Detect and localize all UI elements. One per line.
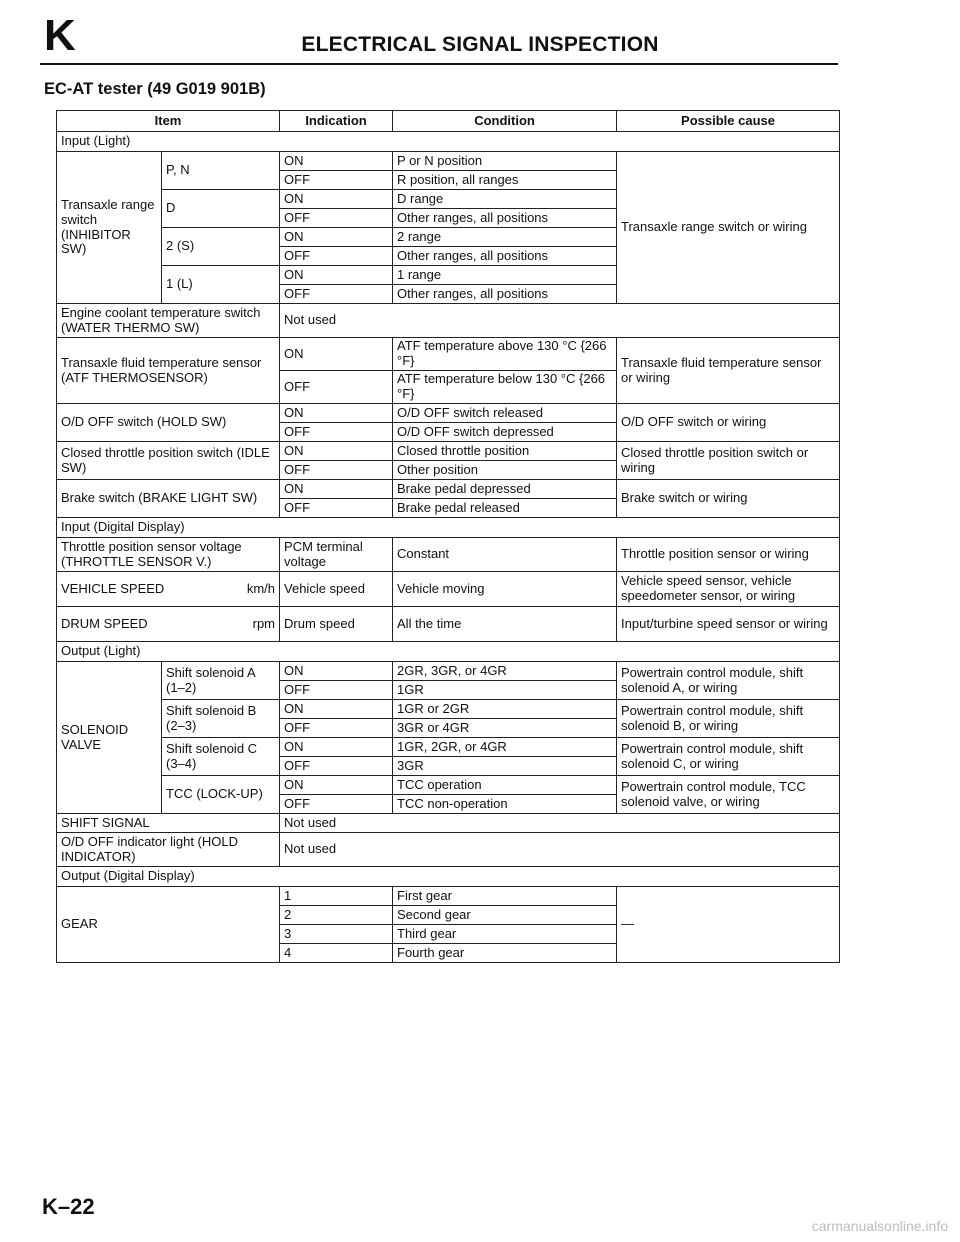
subitem-shift-solenoid-b: Shift solenoid B (2–3) — [162, 700, 280, 738]
indication-cell: 3 — [280, 925, 393, 944]
section-output-digital: Output (Digital Display) — [57, 867, 840, 887]
signal-inspection-table — [56, 110, 840, 963]
condition-cell: Third gear — [393, 925, 617, 944]
condition-cell: Other ranges, all positions — [393, 209, 617, 228]
condition-cell: First gear — [393, 887, 617, 906]
title-rule — [40, 63, 838, 65]
item-label: VEHICLE SPEED — [61, 580, 165, 596]
watermark: carmanualsonline.info — [811, 1218, 948, 1234]
indication-cell: ON — [280, 338, 393, 371]
condition-cell: Constant — [393, 538, 617, 572]
cause-shift-solenoid-b: Powertrain control module, shift solenoid B, or wiring — [617, 700, 840, 738]
table-row — [57, 814, 840, 833]
condition-cell: 2GR, 3GR, or 4GR — [393, 662, 617, 681]
indication-cell: ON — [280, 700, 393, 719]
indication-cell: ON — [280, 776, 393, 795]
indication-cell: OFF — [280, 461, 393, 480]
page-title: ELECTRICAL SIGNAL INSPECTION — [301, 33, 659, 56]
item-unit: rpm — [252, 615, 276, 631]
indication-cell: Drum speed — [280, 607, 393, 642]
section-row — [57, 867, 840, 887]
section-letter: K — [44, 11, 76, 60]
indication-not-used: Not used — [280, 833, 840, 867]
indication-cell: Vehicle speed — [280, 572, 393, 607]
indication-cell: OFF — [280, 285, 393, 304]
indication-cell: ON — [280, 662, 393, 681]
table-row — [57, 700, 840, 719]
section-row — [57, 518, 840, 538]
condition-cell: TCC operation — [393, 776, 617, 795]
subitem-2s: 2 (S) — [162, 228, 280, 266]
condition-cell: Fourth gear — [393, 944, 617, 963]
table-row — [57, 833, 840, 867]
indication-cell: ON — [280, 442, 393, 461]
item-coolant-switch: Engine coolant temperature switch (WATER THERMO SW) — [57, 304, 280, 338]
subitem-1l: 1 (L) — [162, 266, 280, 304]
table-row — [57, 338, 840, 371]
condition-cell: TCC non-operation — [393, 795, 617, 814]
indication-cell: OFF — [280, 371, 393, 404]
condition-cell: All the time — [393, 607, 617, 642]
column-header-cause: Possible cause — [617, 111, 840, 132]
table-row — [57, 662, 840, 681]
cause-idle-switch: Closed throttle position switch or wiring — [617, 442, 840, 480]
condition-cell: 1GR — [393, 681, 617, 700]
indication-cell: 4 — [280, 944, 393, 963]
cause-od-off-switch: O/D OFF switch or wiring — [617, 404, 840, 442]
column-header-item: Item — [57, 111, 280, 132]
indication-cell: PCM terminal voltage — [280, 538, 393, 572]
indication-cell: ON — [280, 190, 393, 209]
condition-cell: ATF temperature below 130 °C {266 °F} — [393, 371, 617, 404]
condition-cell: 1GR or 2GR — [393, 700, 617, 719]
indication-not-used: Not used — [280, 814, 840, 833]
indication-cell: OFF — [280, 757, 393, 776]
cause-cell: Input/turbine speed sensor or wiring — [617, 607, 840, 642]
indication-cell: ON — [280, 152, 393, 171]
table-row — [57, 404, 840, 423]
column-header-condition: Condition — [393, 111, 617, 132]
indication-cell: OFF — [280, 719, 393, 738]
cause-tcc: Powertrain control module, TCC solenoid valve, or wiring — [617, 776, 840, 814]
condition-cell: Closed throttle position — [393, 442, 617, 461]
table-row — [57, 538, 840, 572]
item-range-switch: Transaxle range switch (INHIBITOR SW) — [57, 152, 162, 304]
indication-not-used: Not used — [280, 304, 840, 338]
table-row — [57, 304, 840, 338]
section-output-light: Output (Light) — [57, 642, 840, 662]
subitem-d: D — [162, 190, 280, 228]
condition-cell: O/D OFF switch depressed — [393, 423, 617, 442]
tester-subtitle: EC-AT tester (49 G019 901B) — [44, 80, 266, 98]
condition-cell: ATF temperature above 130 °C {266 °F} — [393, 338, 617, 371]
indication-cell: OFF — [280, 423, 393, 442]
table-row — [57, 776, 840, 795]
cause-brake-switch: Brake switch or wiring — [617, 480, 840, 518]
section-input-digital: Input (Digital Display) — [57, 518, 840, 538]
indication-cell: ON — [280, 404, 393, 423]
condition-cell: Brake pedal released — [393, 499, 617, 518]
cause-cell: Vehicle speed sensor, vehicle speedometer sensor, or wiring — [617, 572, 840, 607]
condition-cell: 3GR — [393, 757, 617, 776]
cause-shift-solenoid-a: Powertrain control module, shift solenoid A, or wiring — [617, 662, 840, 700]
item-idle-switch: Closed throttle position switch (IDLE SW) — [57, 442, 280, 480]
indication-cell: ON — [280, 480, 393, 499]
indication-cell: ON — [280, 228, 393, 247]
section-row — [57, 642, 840, 662]
subitem-shift-solenoid-c: Shift solenoid C (3–4) — [162, 738, 280, 776]
table-row — [57, 572, 840, 607]
cause-cell: Throttle position sensor or wiring — [617, 538, 840, 572]
indication-cell: 1 — [280, 887, 393, 906]
cause-range-switch: Transaxle range switch or wiring — [617, 152, 840, 304]
indication-cell: OFF — [280, 171, 393, 190]
table-row — [57, 738, 840, 757]
section-input-light: Input (Light) — [57, 132, 840, 152]
cause-gear: — — [617, 887, 840, 963]
item-shift-signal: SHIFT SIGNAL — [57, 814, 280, 833]
item-vehicle-speed — [57, 572, 280, 607]
condition-cell: D range — [393, 190, 617, 209]
cause-shift-solenoid-c: Powertrain control module, shift solenoid C, or wiring — [617, 738, 840, 776]
condition-cell: R position, all ranges — [393, 171, 617, 190]
indication-cell: OFF — [280, 209, 393, 228]
indication-cell: OFF — [280, 795, 393, 814]
indication-cell: 2 — [280, 906, 393, 925]
table-header-row — [57, 111, 840, 132]
table-row — [57, 480, 840, 499]
table-row — [57, 887, 840, 906]
item-unit: km/h — [246, 580, 276, 596]
condition-cell: 3GR or 4GR — [393, 719, 617, 738]
table-row — [57, 442, 840, 461]
condition-cell: Other ranges, all positions — [393, 285, 617, 304]
column-header-indication: Indication — [280, 111, 393, 132]
condition-cell: 1 range — [393, 266, 617, 285]
table-row — [57, 152, 840, 171]
item-drum-speed — [57, 607, 280, 642]
table-row — [57, 607, 840, 642]
item-gear: GEAR — [57, 887, 280, 963]
condition-cell: Second gear — [393, 906, 617, 925]
subitem-pn: P, N — [162, 152, 280, 190]
condition-cell: Vehicle moving — [393, 572, 617, 607]
condition-cell: Brake pedal depressed — [393, 480, 617, 499]
condition-cell: Other position — [393, 461, 617, 480]
condition-cell: 2 range — [393, 228, 617, 247]
item-throttle-sensor-voltage: Throttle position sensor voltage (THROTTLE SENSOR V.) — [57, 538, 280, 572]
indication-cell: OFF — [280, 681, 393, 700]
item-od-off-indicator: O/D OFF indicator light (HOLD INDICATOR) — [57, 833, 280, 867]
item-solenoid-valve: SOLENOID VALVE — [57, 662, 162, 814]
indication-cell: OFF — [280, 247, 393, 266]
item-label: DRUM SPEED — [61, 615, 148, 631]
section-row — [57, 132, 840, 152]
subitem-tcc: TCC (LOCK-UP) — [162, 776, 280, 814]
indication-cell: ON — [280, 266, 393, 285]
condition-cell: P or N position — [393, 152, 617, 171]
cause-fluid-temp-sensor: Transaxle fluid temperature sensor or wiring — [617, 338, 840, 404]
subitem-shift-solenoid-a: Shift solenoid A (1–2) — [162, 662, 280, 700]
item-od-off-switch: O/D OFF switch (HOLD SW) — [57, 404, 280, 442]
item-fluid-temp-sensor: Transaxle fluid temperature sensor (ATF THERMOSENSOR) — [57, 338, 280, 404]
item-brake-switch: Brake switch (BRAKE LIGHT SW) — [57, 480, 280, 518]
page-number: K–22 — [42, 1194, 95, 1219]
condition-cell: O/D OFF switch released — [393, 404, 617, 423]
condition-cell: Other ranges, all positions — [393, 247, 617, 266]
indication-cell: OFF — [280, 499, 393, 518]
condition-cell: 1GR, 2GR, or 4GR — [393, 738, 617, 757]
indication-cell: ON — [280, 738, 393, 757]
